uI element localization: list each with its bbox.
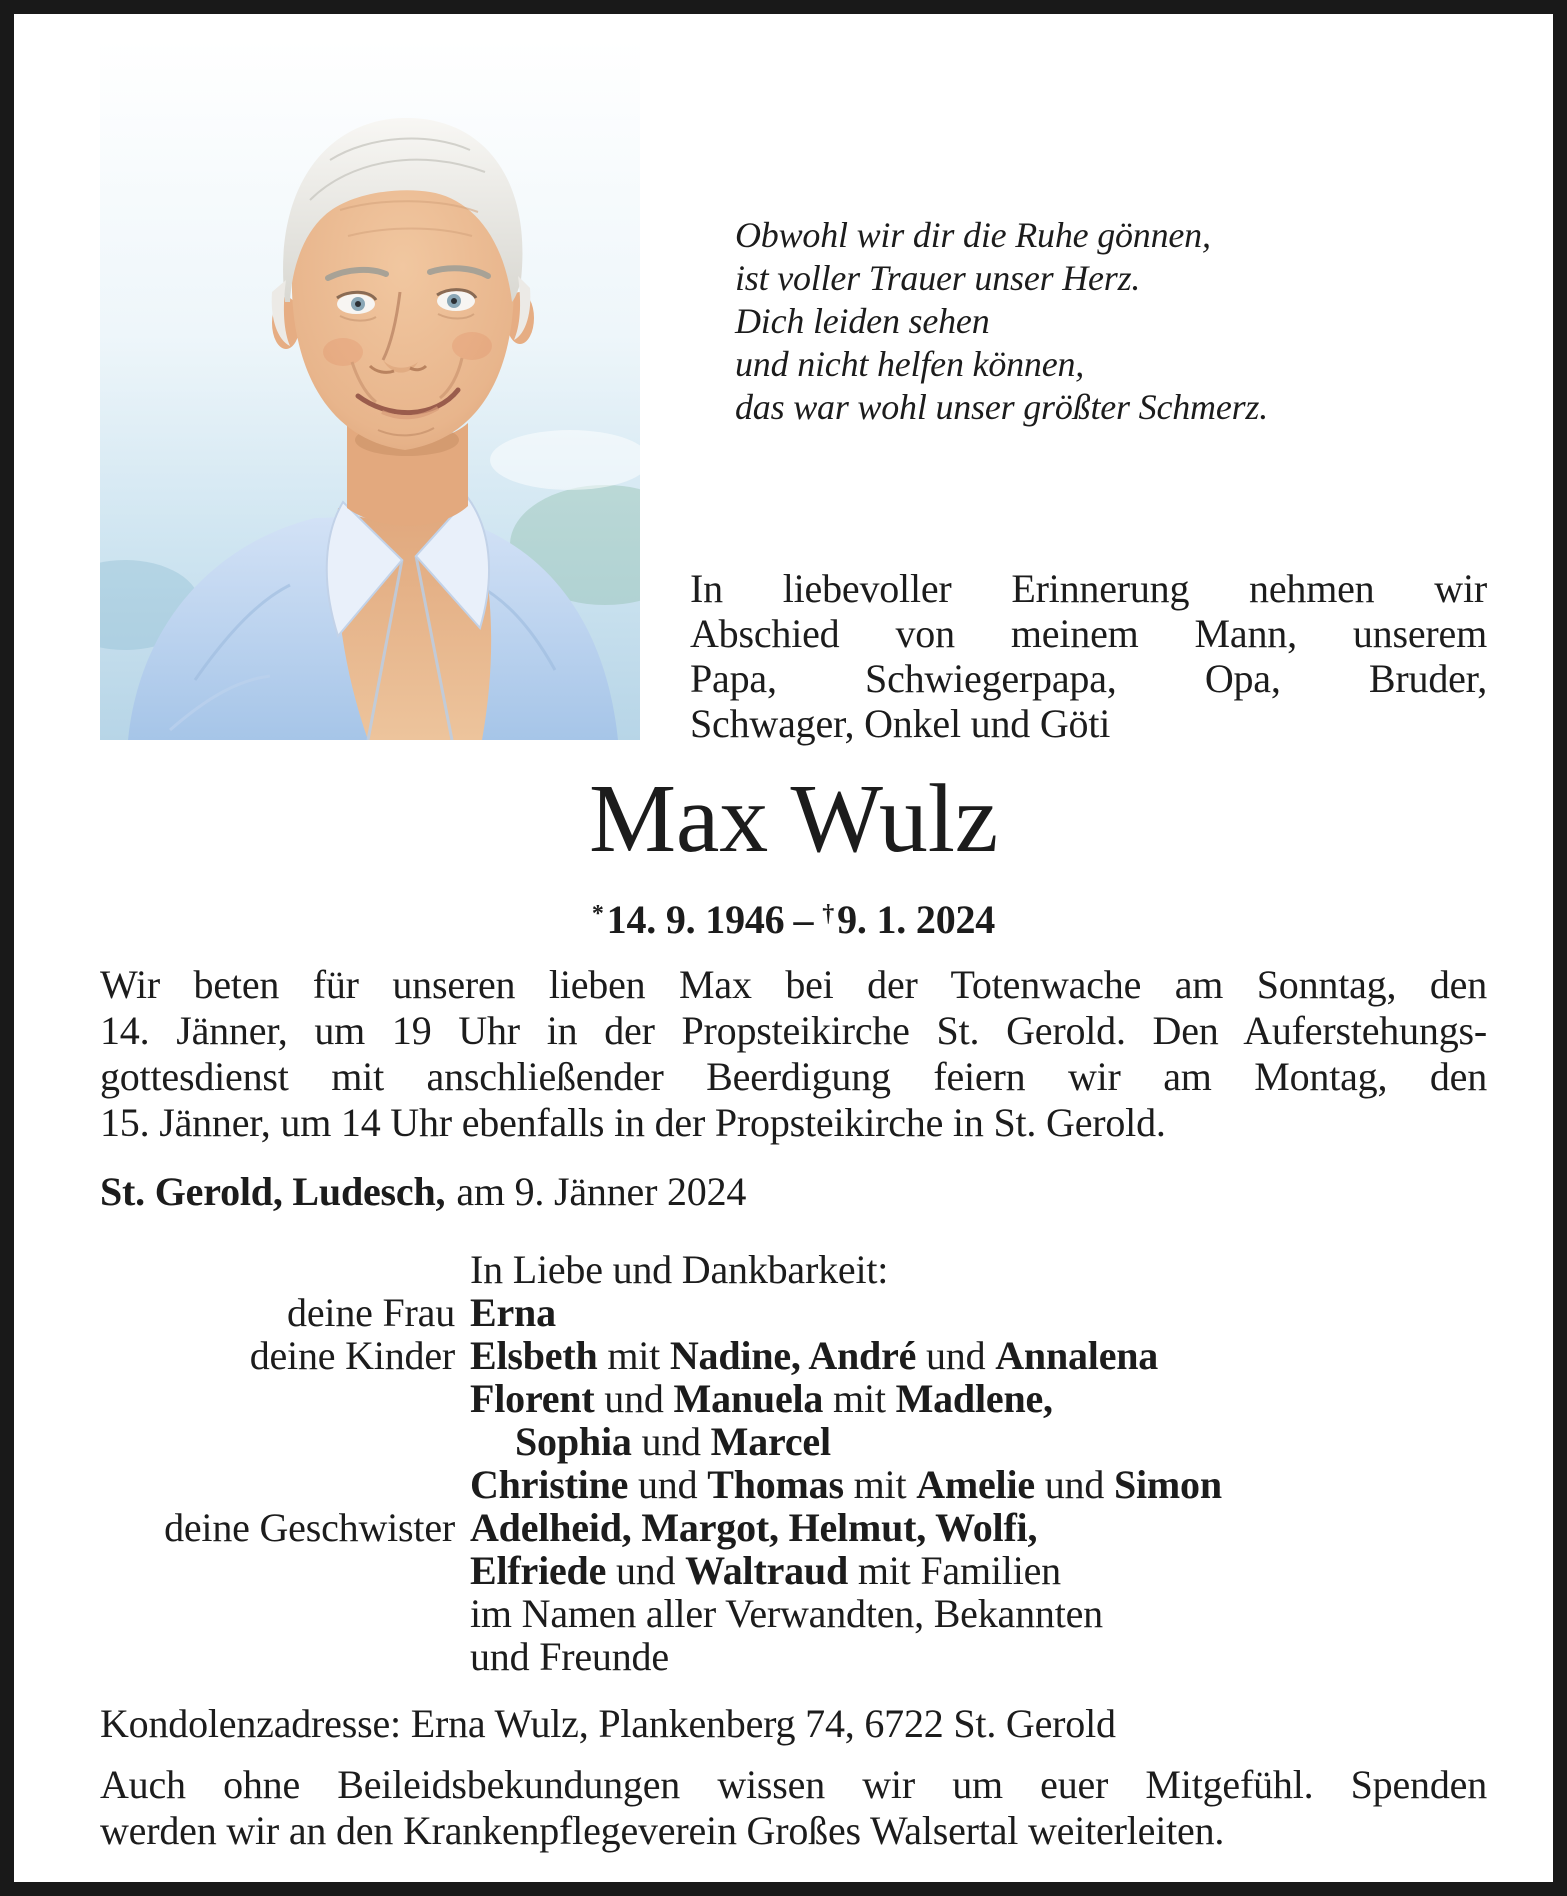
closing-label-kinder: deine Kinder xyxy=(249,1333,455,1378)
dateline xyxy=(100,1168,746,1215)
portrait-illustration xyxy=(100,40,640,740)
final-note-line: werden wir an den Krankenpflegeverein Großes Walsertal weiterleiten. xyxy=(100,1808,1225,1853)
intro-line: Schwager, Onkel und Göti xyxy=(690,701,1111,746)
announcement-line: 14. Jänner, um 19 Uhr in der Propsteikirche St. Gerold. Den Auferstehungs- xyxy=(100,1008,1487,1053)
name-segment: Amelie xyxy=(916,1462,1035,1507)
name-segment: mit xyxy=(823,1376,896,1421)
closing-block xyxy=(100,1248,1487,1678)
name-segment: Annalena xyxy=(995,1333,1159,1378)
name-segment: und xyxy=(628,1462,708,1507)
name-segment: Florent xyxy=(470,1376,595,1421)
poem-line: Obwohl wir dir die Ruhe gönnen, xyxy=(735,215,1211,255)
name-segment: und xyxy=(606,1548,686,1593)
announcement-line: gottesdienst mit anschließender Beerdigung feiern wir am Montag, den xyxy=(100,1054,1487,1099)
poem-line: Dich leiden sehen xyxy=(735,301,990,341)
intro-paragraph xyxy=(690,566,1487,746)
closing-names-frau xyxy=(470,1291,1487,1334)
announcement-paragraph xyxy=(100,962,1487,1146)
death-date: 9. 1. 2024 xyxy=(837,897,996,942)
closing-label-spacer xyxy=(100,1592,455,1678)
name-segment: Elfriede xyxy=(470,1548,607,1593)
final-note xyxy=(100,1762,1487,1854)
name-segment: mit xyxy=(597,1333,670,1378)
name-segment: Adelheid, Margot, Helmut, Wolfi, xyxy=(470,1505,1038,1550)
dateline-places: St. Gerold, Ludesch, xyxy=(100,1169,446,1214)
family-name-line xyxy=(470,1549,1487,1592)
poem-block xyxy=(735,214,1268,429)
family-name-line xyxy=(470,1420,1487,1463)
name-segment: Waltraud xyxy=(685,1548,849,1593)
name-segment: und xyxy=(916,1333,996,1378)
condolence-address: Kondolenzadresse: Erna Wulz, Plankenberg 74, 6722 St. Gerold xyxy=(100,1701,1116,1746)
family-name-line xyxy=(470,1463,1487,1506)
name-segment: Simon xyxy=(1113,1462,1222,1507)
intro-line: In liebevoller Erinnerung nehmen wir xyxy=(690,566,1487,611)
closing-label-geschwister: deine Geschwister xyxy=(164,1505,455,1550)
name-segment: Sophia xyxy=(515,1419,632,1464)
closing-extra-line: im Namen aller Verwandten, Bekannten xyxy=(470,1591,1103,1636)
portrait-photo xyxy=(100,40,640,740)
life-dates xyxy=(100,896,1487,943)
announcement-line: 15. Jänner, um 14 Uhr ebenfalls in der Propsteikirche in St. Gerold. xyxy=(100,1100,1166,1145)
announcement-line: Wir beten für unseren lieben Max bei der Totenwache am Sonntag, den xyxy=(100,962,1487,1007)
closing-names-kinder xyxy=(470,1334,1487,1506)
name-segment: mit Familien xyxy=(848,1548,1061,1593)
name-segment: Thomas xyxy=(707,1462,844,1507)
name-segment: Madlene, xyxy=(895,1376,1053,1421)
closing-heading: In Liebe und Dankbarkeit: xyxy=(470,1247,889,1292)
name-segment: und xyxy=(1034,1462,1114,1507)
closing-label-frau: deine Frau xyxy=(287,1290,455,1335)
poem-line: ist voller Trauer unser Herz. xyxy=(735,258,1141,298)
closing-extra-lines xyxy=(470,1592,1487,1678)
family-name-line xyxy=(470,1377,1487,1420)
closing-names-geschwister xyxy=(470,1506,1487,1592)
intro-line: Papa, Schwiegerpapa, Opa, Bruder, xyxy=(690,656,1487,701)
deceased-name: Max Wulz xyxy=(588,765,999,873)
final-note-line: Auch ohne Beileidsbekundungen wissen wir um euer Mitgefühl. Spenden xyxy=(100,1762,1487,1807)
death-symbol: † xyxy=(822,901,835,927)
name-segment: und xyxy=(631,1419,711,1464)
name-segment: Manuela xyxy=(673,1376,824,1421)
poem-line: und nicht helfen können, xyxy=(735,344,1085,384)
name-segment: Elsbeth xyxy=(470,1333,598,1378)
date-separator: – xyxy=(793,897,814,942)
name-segment: und xyxy=(594,1376,674,1421)
family-name-line xyxy=(470,1334,1487,1377)
closing-label-spacer xyxy=(100,1248,455,1291)
intro-line: Abschied von meinem Mann, unserem xyxy=(690,611,1487,656)
family-name-line xyxy=(470,1506,1487,1549)
name-segment: Erna xyxy=(470,1290,556,1335)
name-segment: Nadine, André xyxy=(669,1333,917,1378)
birth-symbol: * xyxy=(591,901,604,927)
birth-date: 14. 9. 1946 xyxy=(606,897,785,942)
name-segment: Christine xyxy=(470,1462,629,1507)
closing-extra-line: und Freunde xyxy=(470,1634,669,1679)
dateline-date: am 9. Jänner 2024 xyxy=(456,1169,747,1214)
poem-line: das war wohl unser größter Schmerz. xyxy=(735,387,1269,427)
family-name-line xyxy=(470,1291,1487,1334)
name-segment: mit xyxy=(843,1462,917,1507)
name-segment: Marcel xyxy=(710,1419,831,1464)
